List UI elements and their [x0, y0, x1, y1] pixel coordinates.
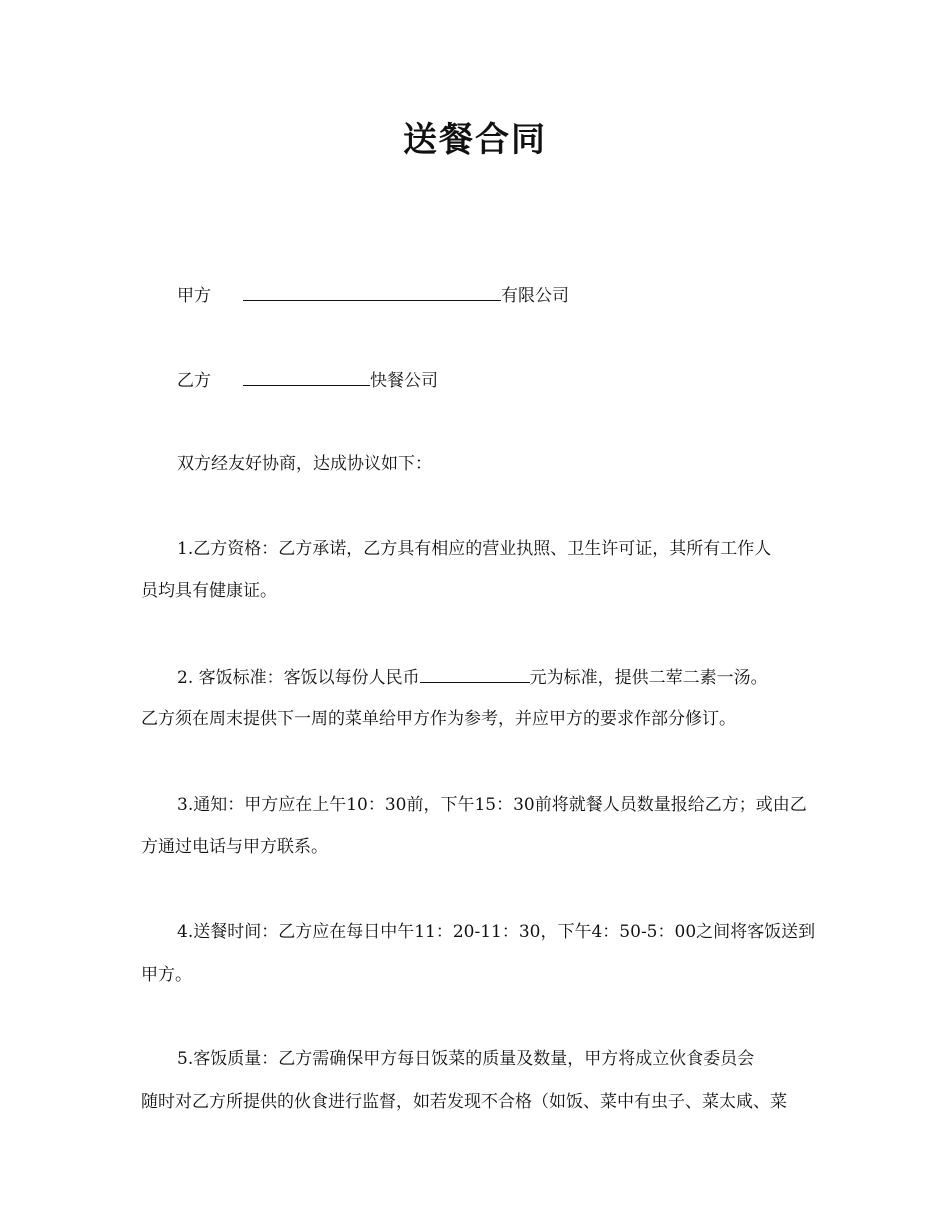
intro-text: 双方经友好协商，达成协议如下： — [177, 454, 432, 474]
party-b-name-blank[interactable] — [243, 368, 370, 386]
clause-2-line-1 — [177, 665, 849, 690]
clause-1-line-1: 1.乙方资格：乙方承诺，乙方具有相应的营业执照、卫生许可证，其所有工作人 — [177, 539, 772, 559]
clause-2-text-after-blank: 元为标准，提供二荤二素一汤。 — [529, 668, 768, 688]
party-a-suffix: 有限公司 — [501, 286, 569, 306]
clause-4-line-2: 甲方。 — [141, 965, 192, 985]
party-b-label: 乙方 — [177, 371, 211, 391]
document-title: 送餐合同 — [403, 120, 547, 160]
party-b-line — [177, 368, 849, 393]
party-a-line — [177, 283, 849, 308]
clause-2-line-2: 乙方须在周末提供下一周的菜单给甲方作为参考，并应甲方的要求作部分修订。 — [141, 709, 736, 729]
clause-4-line-1: 4.送餐时间：乙方应在每日中午11：20-11：30，下午4：50-5：00之间将客饭送到 — [177, 922, 816, 942]
clause-5-line-2: 随时对乙方所提供的伙食进行监督，如若发现不合格（如饭、菜中有虫子、菜太咸、菜 — [141, 1092, 787, 1112]
party-a-name-blank[interactable] — [243, 283, 501, 301]
clause-3-line-2: 方通过电话与甲方联系。 — [141, 837, 328, 857]
clause-1-line-2: 员均具有健康证。 — [141, 581, 277, 601]
clause-5-line-1: 5.客饭质量：乙方需确保甲方每日饭菜的质量及数量，甲方将成立伙食委员会 — [177, 1049, 755, 1069]
party-a-label: 甲方 — [177, 286, 211, 306]
clause-3-line-1: 3.通知：甲方应在上午10：30前，下午15：30前将就餐人员数量报给乙方；或由乙 — [177, 795, 807, 815]
meal-price-blank[interactable] — [420, 665, 530, 683]
clause-2-text-before-blank: 2. 客饭标准：客饭以每份人民币 — [177, 668, 420, 688]
party-b-suffix: 快餐公司 — [370, 371, 438, 391]
